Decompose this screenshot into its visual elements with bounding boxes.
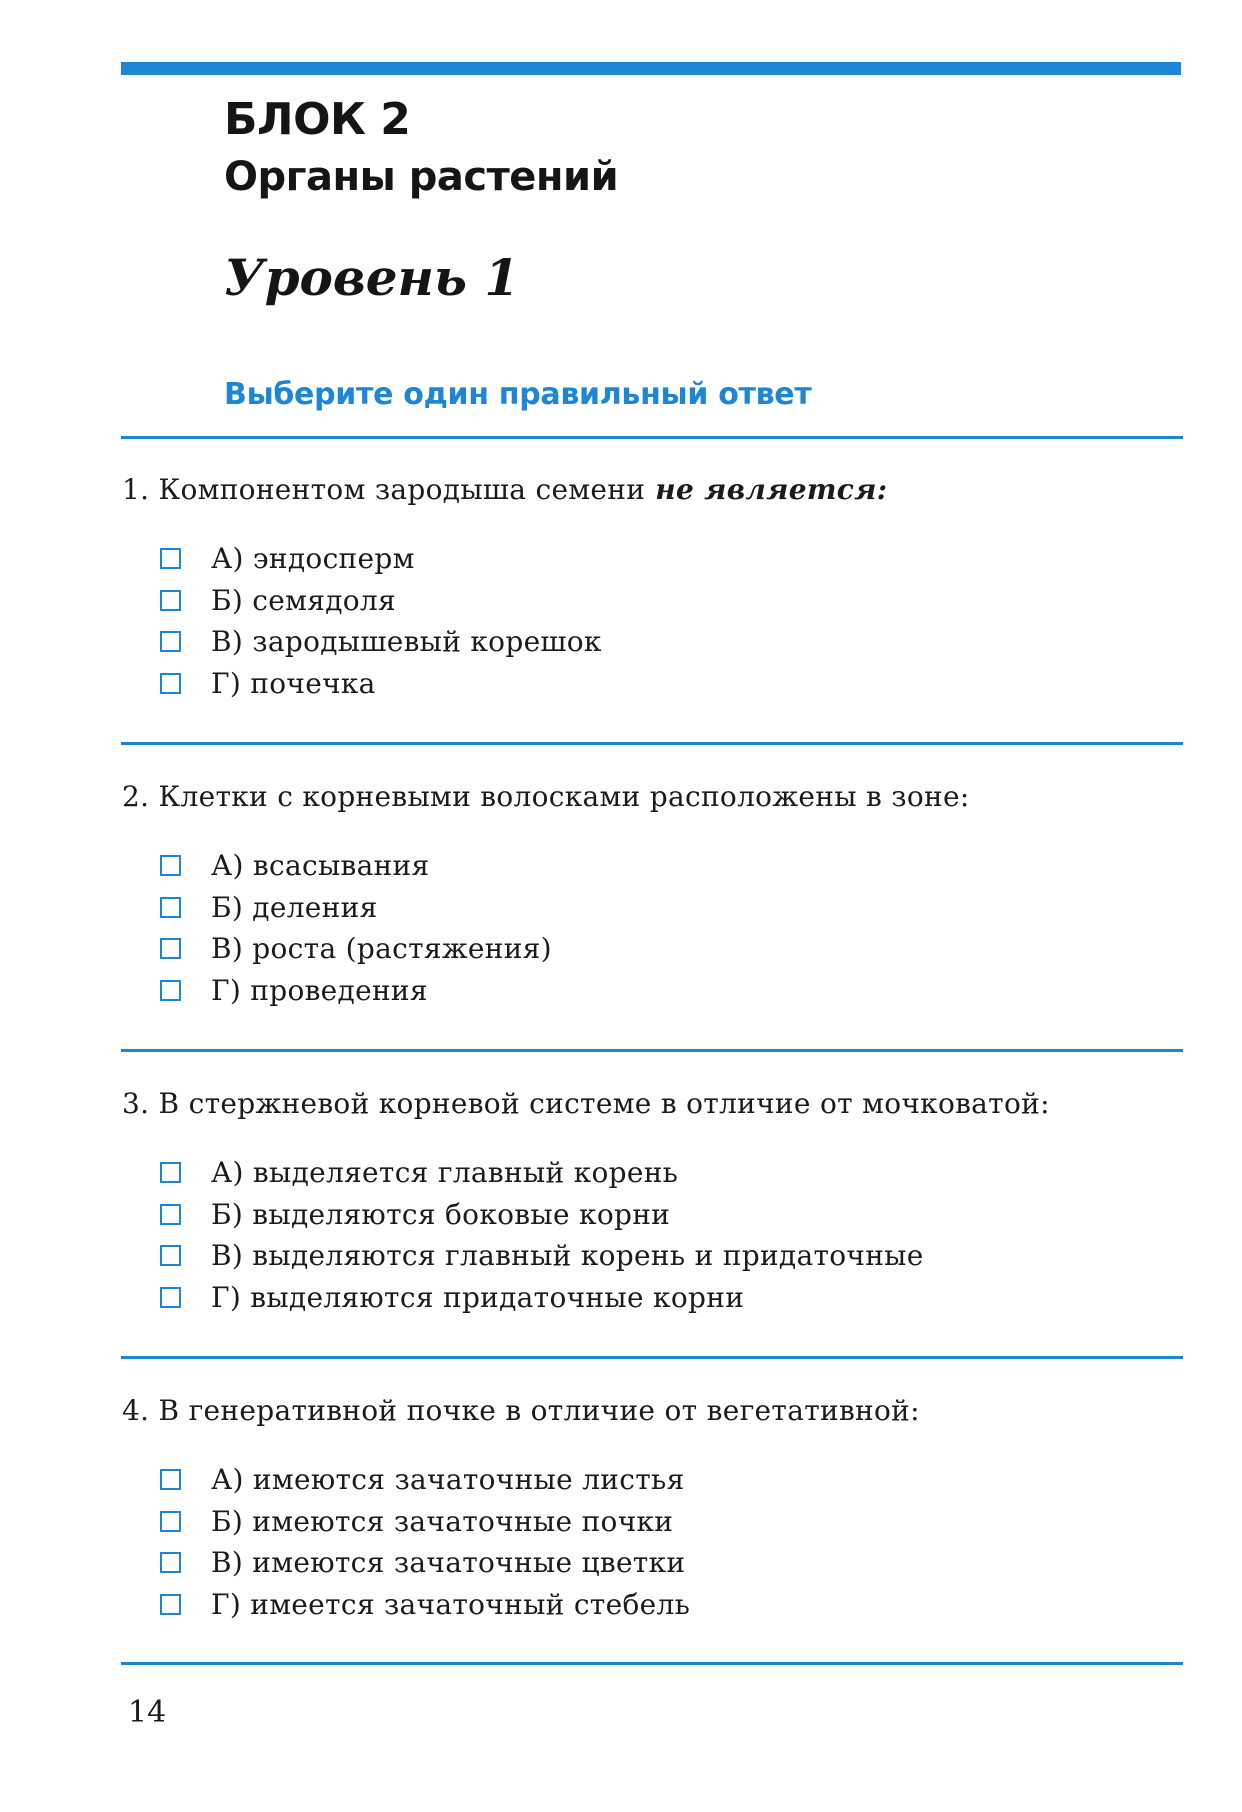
question-text: 4. В генеративной почке в отличие от вегетативной: — [122, 1394, 920, 1427]
divider — [121, 1049, 1183, 1052]
divider — [121, 436, 1183, 439]
level-title: Уровень 1 — [224, 248, 520, 307]
question-text: 2. Клетки с корневыми волосками расположены в зоне: — [122, 780, 970, 813]
answer-option[interactable] — [122, 1501, 1182, 1543]
checkbox-icon[interactable] — [160, 548, 181, 569]
divider — [121, 742, 1183, 745]
option-label: Г) проведения — [211, 973, 428, 1007]
question-2 — [122, 780, 1182, 1011]
answer-option[interactable] — [122, 1277, 1182, 1319]
checkbox-icon[interactable] — [160, 1204, 181, 1225]
option-label: А) всасывания — [211, 849, 430, 883]
checkbox-icon[interactable] — [160, 1287, 181, 1308]
block-subtitle: Органы растений — [224, 154, 619, 200]
option-label: Б) выделяются боковые корни — [211, 1197, 671, 1231]
option-label: В) роста (растяжения) — [211, 932, 552, 966]
answer-options — [122, 845, 1182, 1011]
answer-option[interactable] — [122, 1459, 1182, 1501]
checkbox-icon[interactable] — [160, 938, 181, 959]
answer-option[interactable] — [122, 845, 1182, 887]
checkbox-icon[interactable] — [160, 631, 181, 652]
option-label: В) выделяются главный корень и придаточные — [211, 1239, 924, 1273]
answer-option[interactable] — [122, 1542, 1182, 1584]
answer-options — [122, 538, 1182, 704]
answer-option[interactable] — [122, 1194, 1182, 1236]
question-3 — [122, 1087, 1182, 1318]
question-text: 1. Компонентом зародыша семени не является: — [122, 473, 888, 506]
checkbox-icon[interactable] — [160, 1162, 181, 1183]
checkbox-icon[interactable] — [160, 1469, 181, 1490]
question-text: 3. В стержневой корневой системе в отличие от мочковатой: — [122, 1087, 1050, 1120]
option-label: А) выделяется главный корень — [211, 1156, 679, 1190]
answer-options — [122, 1152, 1182, 1318]
instruction-heading: Выберите один правильный ответ — [224, 377, 812, 412]
option-label: А) имеются зачаточные листья — [211, 1463, 685, 1497]
question-4 — [122, 1394, 1182, 1625]
block-title: БЛОК 2 — [224, 94, 411, 145]
answer-option[interactable] — [122, 538, 1182, 580]
answer-option[interactable] — [122, 928, 1182, 970]
checkbox-icon[interactable] — [160, 673, 181, 694]
answer-option[interactable] — [122, 580, 1182, 622]
question-1 — [122, 473, 1182, 704]
answer-option[interactable] — [122, 1152, 1182, 1194]
checkbox-icon[interactable] — [160, 1552, 181, 1573]
checkbox-icon[interactable] — [160, 1511, 181, 1532]
answer-option[interactable] — [122, 621, 1182, 663]
option-label: Г) почечка — [211, 666, 376, 700]
checkbox-icon[interactable] — [160, 980, 181, 1001]
option-label: Б) деления — [211, 890, 378, 924]
option-label: В) имеются зачаточные цветки — [211, 1546, 686, 1580]
option-label: А) эндосперм — [211, 542, 415, 576]
checkbox-icon[interactable] — [160, 1594, 181, 1615]
answer-option[interactable] — [122, 1235, 1182, 1277]
answer-option[interactable] — [122, 887, 1182, 929]
answer-option[interactable] — [122, 1584, 1182, 1626]
option-label: Г) имеется зачаточный стебель — [211, 1587, 691, 1621]
answer-option[interactable] — [122, 663, 1182, 705]
question-emphasis: не является: — [645, 473, 888, 506]
page-number: 14 — [128, 1695, 167, 1730]
checkbox-icon[interactable] — [160, 1245, 181, 1266]
top-accent-bar — [121, 62, 1181, 75]
option-label: В) зародышевый корешок — [211, 625, 602, 659]
checkbox-icon[interactable] — [160, 855, 181, 876]
answer-option[interactable] — [122, 970, 1182, 1012]
divider — [121, 1356, 1183, 1359]
option-label: Б) семядоля — [211, 583, 396, 617]
checkbox-icon[interactable] — [160, 897, 181, 918]
checkbox-icon[interactable] — [160, 590, 181, 611]
option-label: Б) имеются зачаточные почки — [211, 1504, 674, 1538]
option-label: Г) выделяются придаточные корни — [211, 1280, 745, 1314]
divider — [121, 1662, 1183, 1665]
answer-options — [122, 1459, 1182, 1625]
